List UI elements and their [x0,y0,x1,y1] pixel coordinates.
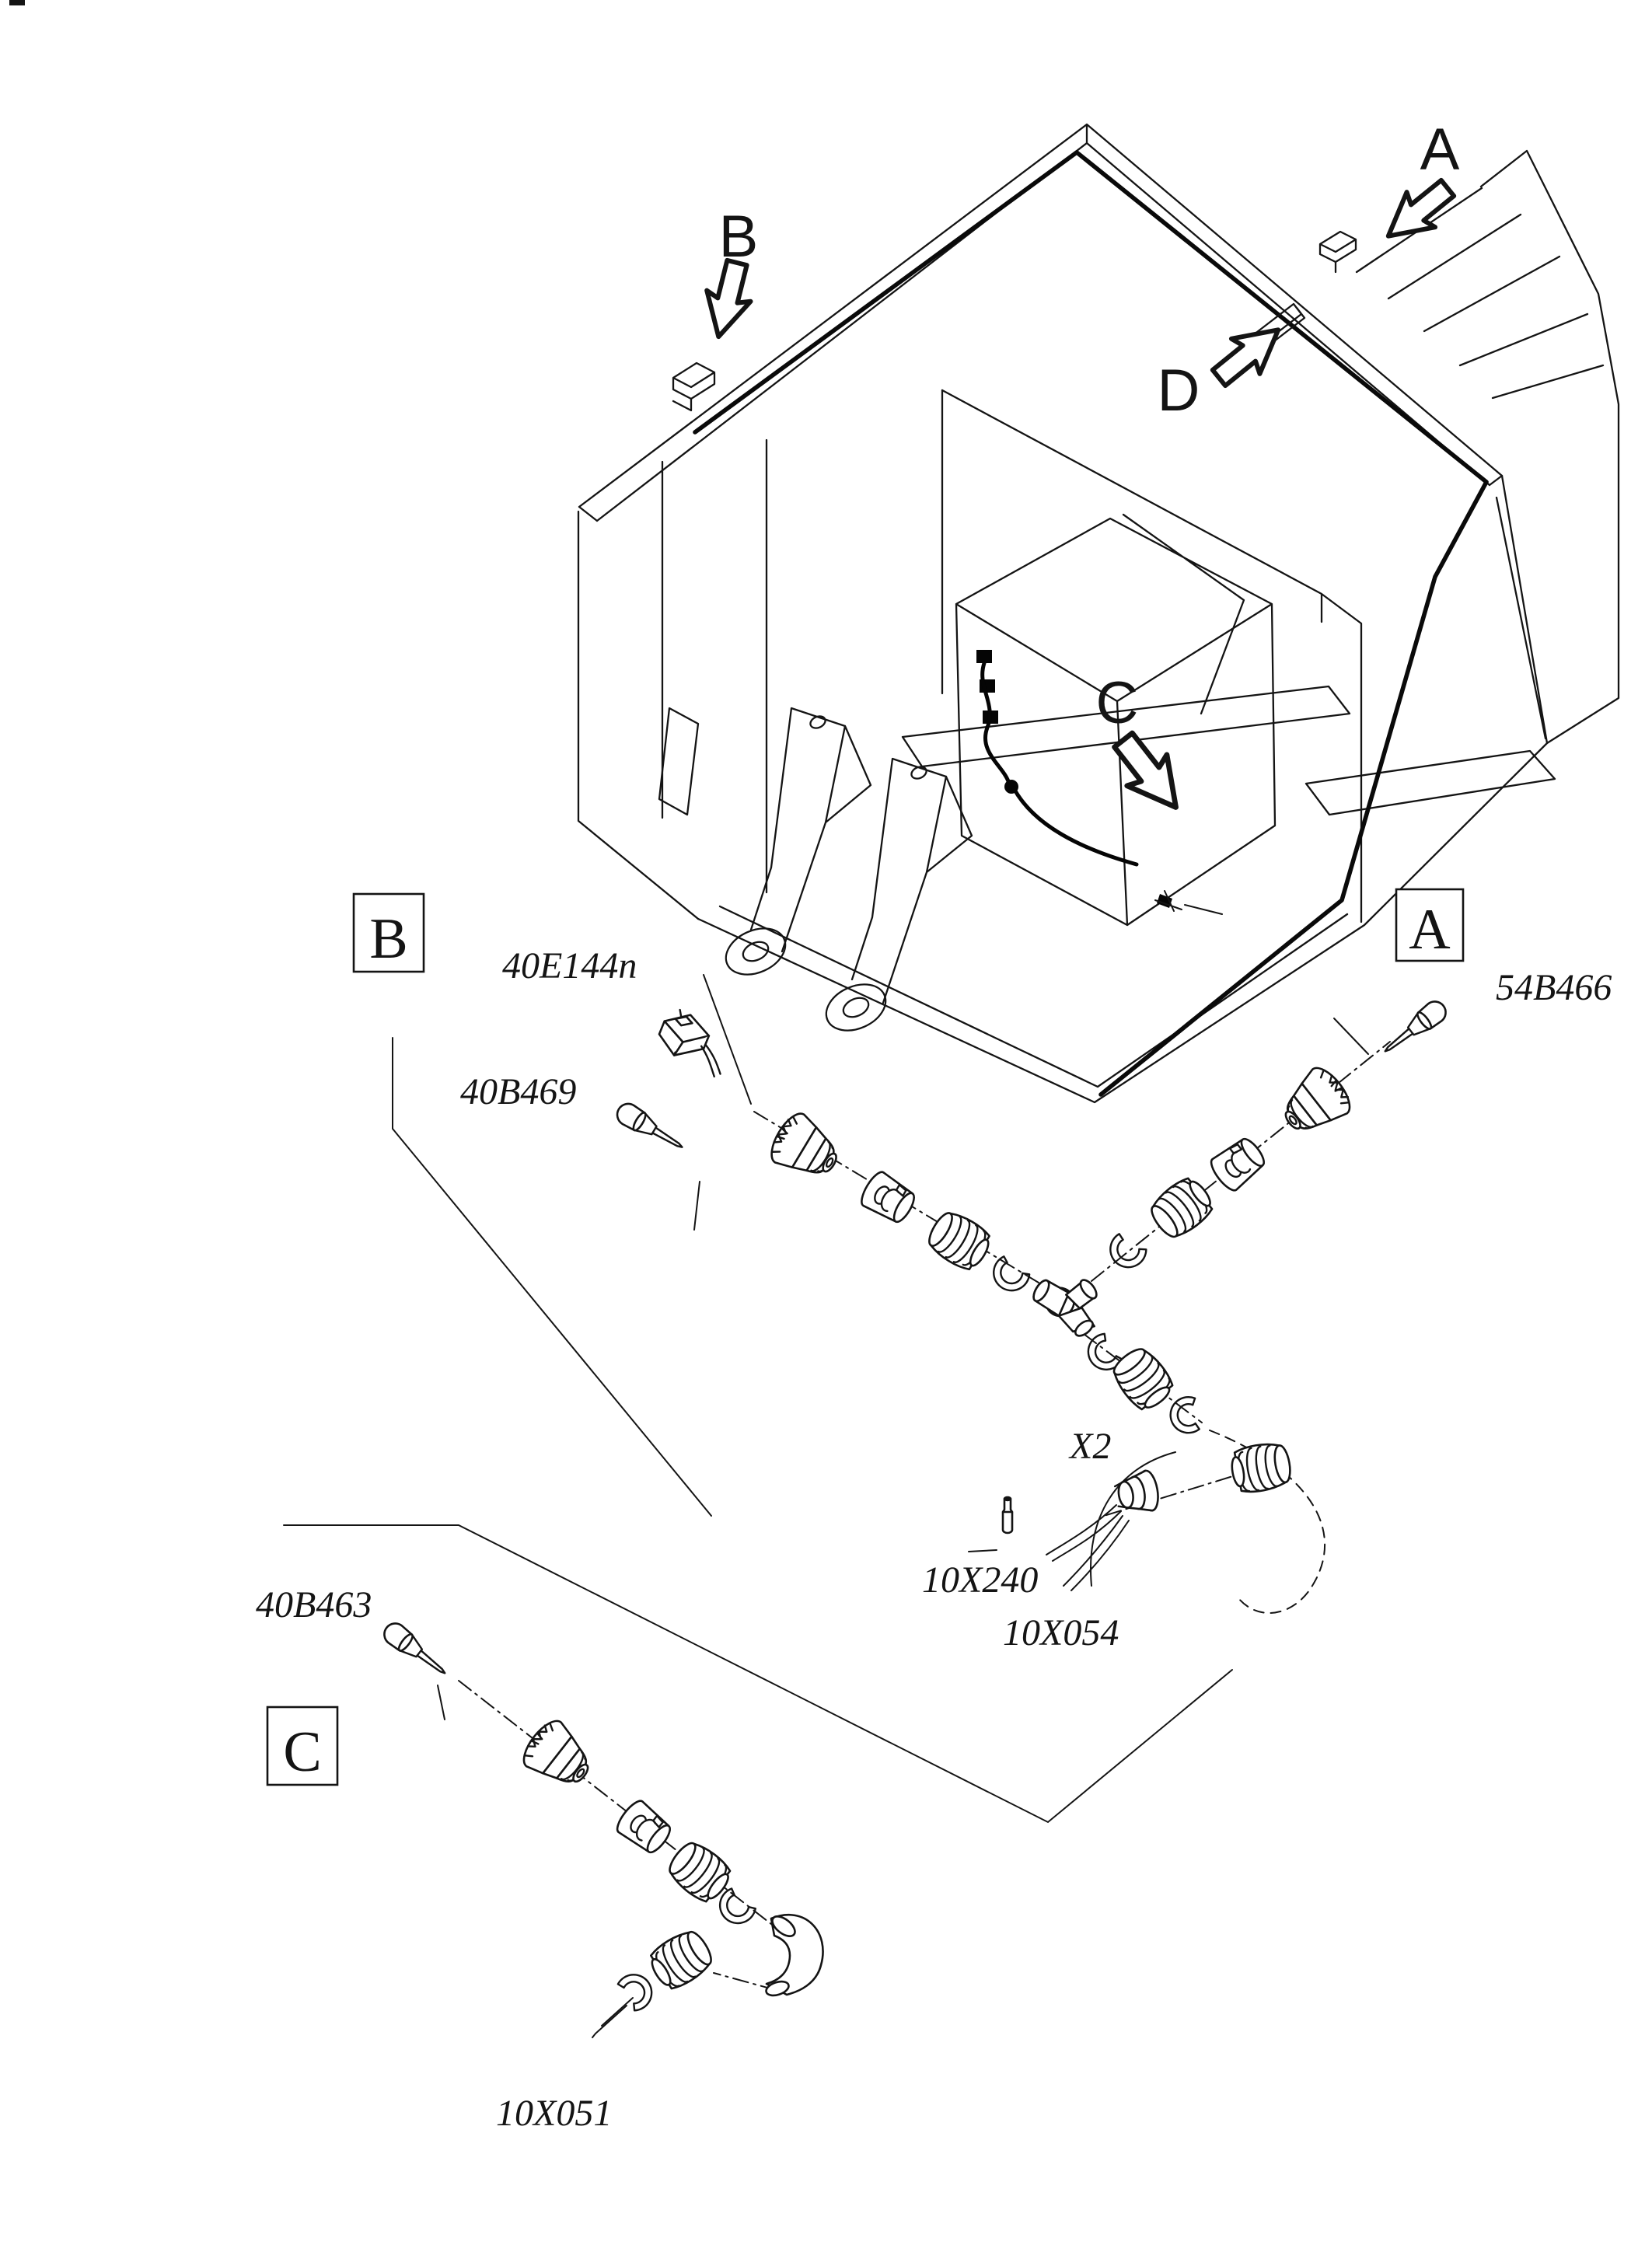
retaining-clip [987,1255,1031,1298]
ref-box-letter-b: B [369,907,408,971]
section-b-a-parts [354,889,1612,1653]
threaded-bushing [923,1206,996,1275]
terminal-54b466 [1378,997,1450,1060]
coupler-body [857,1169,920,1227]
terminal-40b463 [380,1619,452,1682]
ref-box-letter-c: C [283,1720,322,1784]
part-label-54b466: 54B466 [1496,967,1612,1008]
threaded-bushing-10x054 [1228,1440,1293,1496]
sensor-block-b [673,363,714,410]
terminal-pin-10x240 [1003,1497,1012,1533]
grommet-with-wires [1113,1469,1161,1516]
coupler-body [613,1797,676,1858]
connector-plug-40e144n [652,1006,737,1078]
part-label-10x054: 10X054 [1003,1612,1119,1653]
c-target-connector [1155,891,1222,914]
part-label-10x240: 10X240 [922,1559,1039,1601]
knurled-nut [764,1109,847,1189]
sensor-block-a [1320,232,1356,272]
elbow-fitting [764,1912,823,1998]
part-label-10x051: 10X051 [496,2093,613,2134]
callout-arrow-b [697,257,759,342]
tee-fitting [1025,1259,1114,1342]
callout-letter-b: B [718,204,759,270]
part-label-40b463: 40B463 [256,1584,372,1625]
part-label-40e144n: 40E144n [502,945,637,986]
threaded-bushing [1145,1172,1218,1244]
terminal-40b469 [613,1100,688,1157]
callout-arrow-a [1374,170,1462,253]
knurled-nut [1272,1062,1357,1145]
roof-cable [695,152,1486,1095]
scan-artifact [9,0,25,5]
part-label-40b469: 40B469 [460,1071,577,1112]
callout-arrow-d [1205,312,1293,396]
part-label-x2: X2 [1070,1426,1112,1467]
callout-arrow-c [1103,724,1196,822]
callout-letter-d: D [1157,358,1200,424]
coupler-body [1207,1133,1270,1194]
threaded-bushing [1107,1342,1179,1416]
callout-letter-c: C [1095,670,1139,736]
knurled-nut [517,1715,602,1798]
threaded-bushing [644,1925,718,1994]
ref-box-letter-a: A [1409,898,1451,962]
callout-letter-a: A [1420,117,1460,183]
retaining-clip [1168,1396,1200,1435]
threaded-bushing [663,1836,736,1908]
